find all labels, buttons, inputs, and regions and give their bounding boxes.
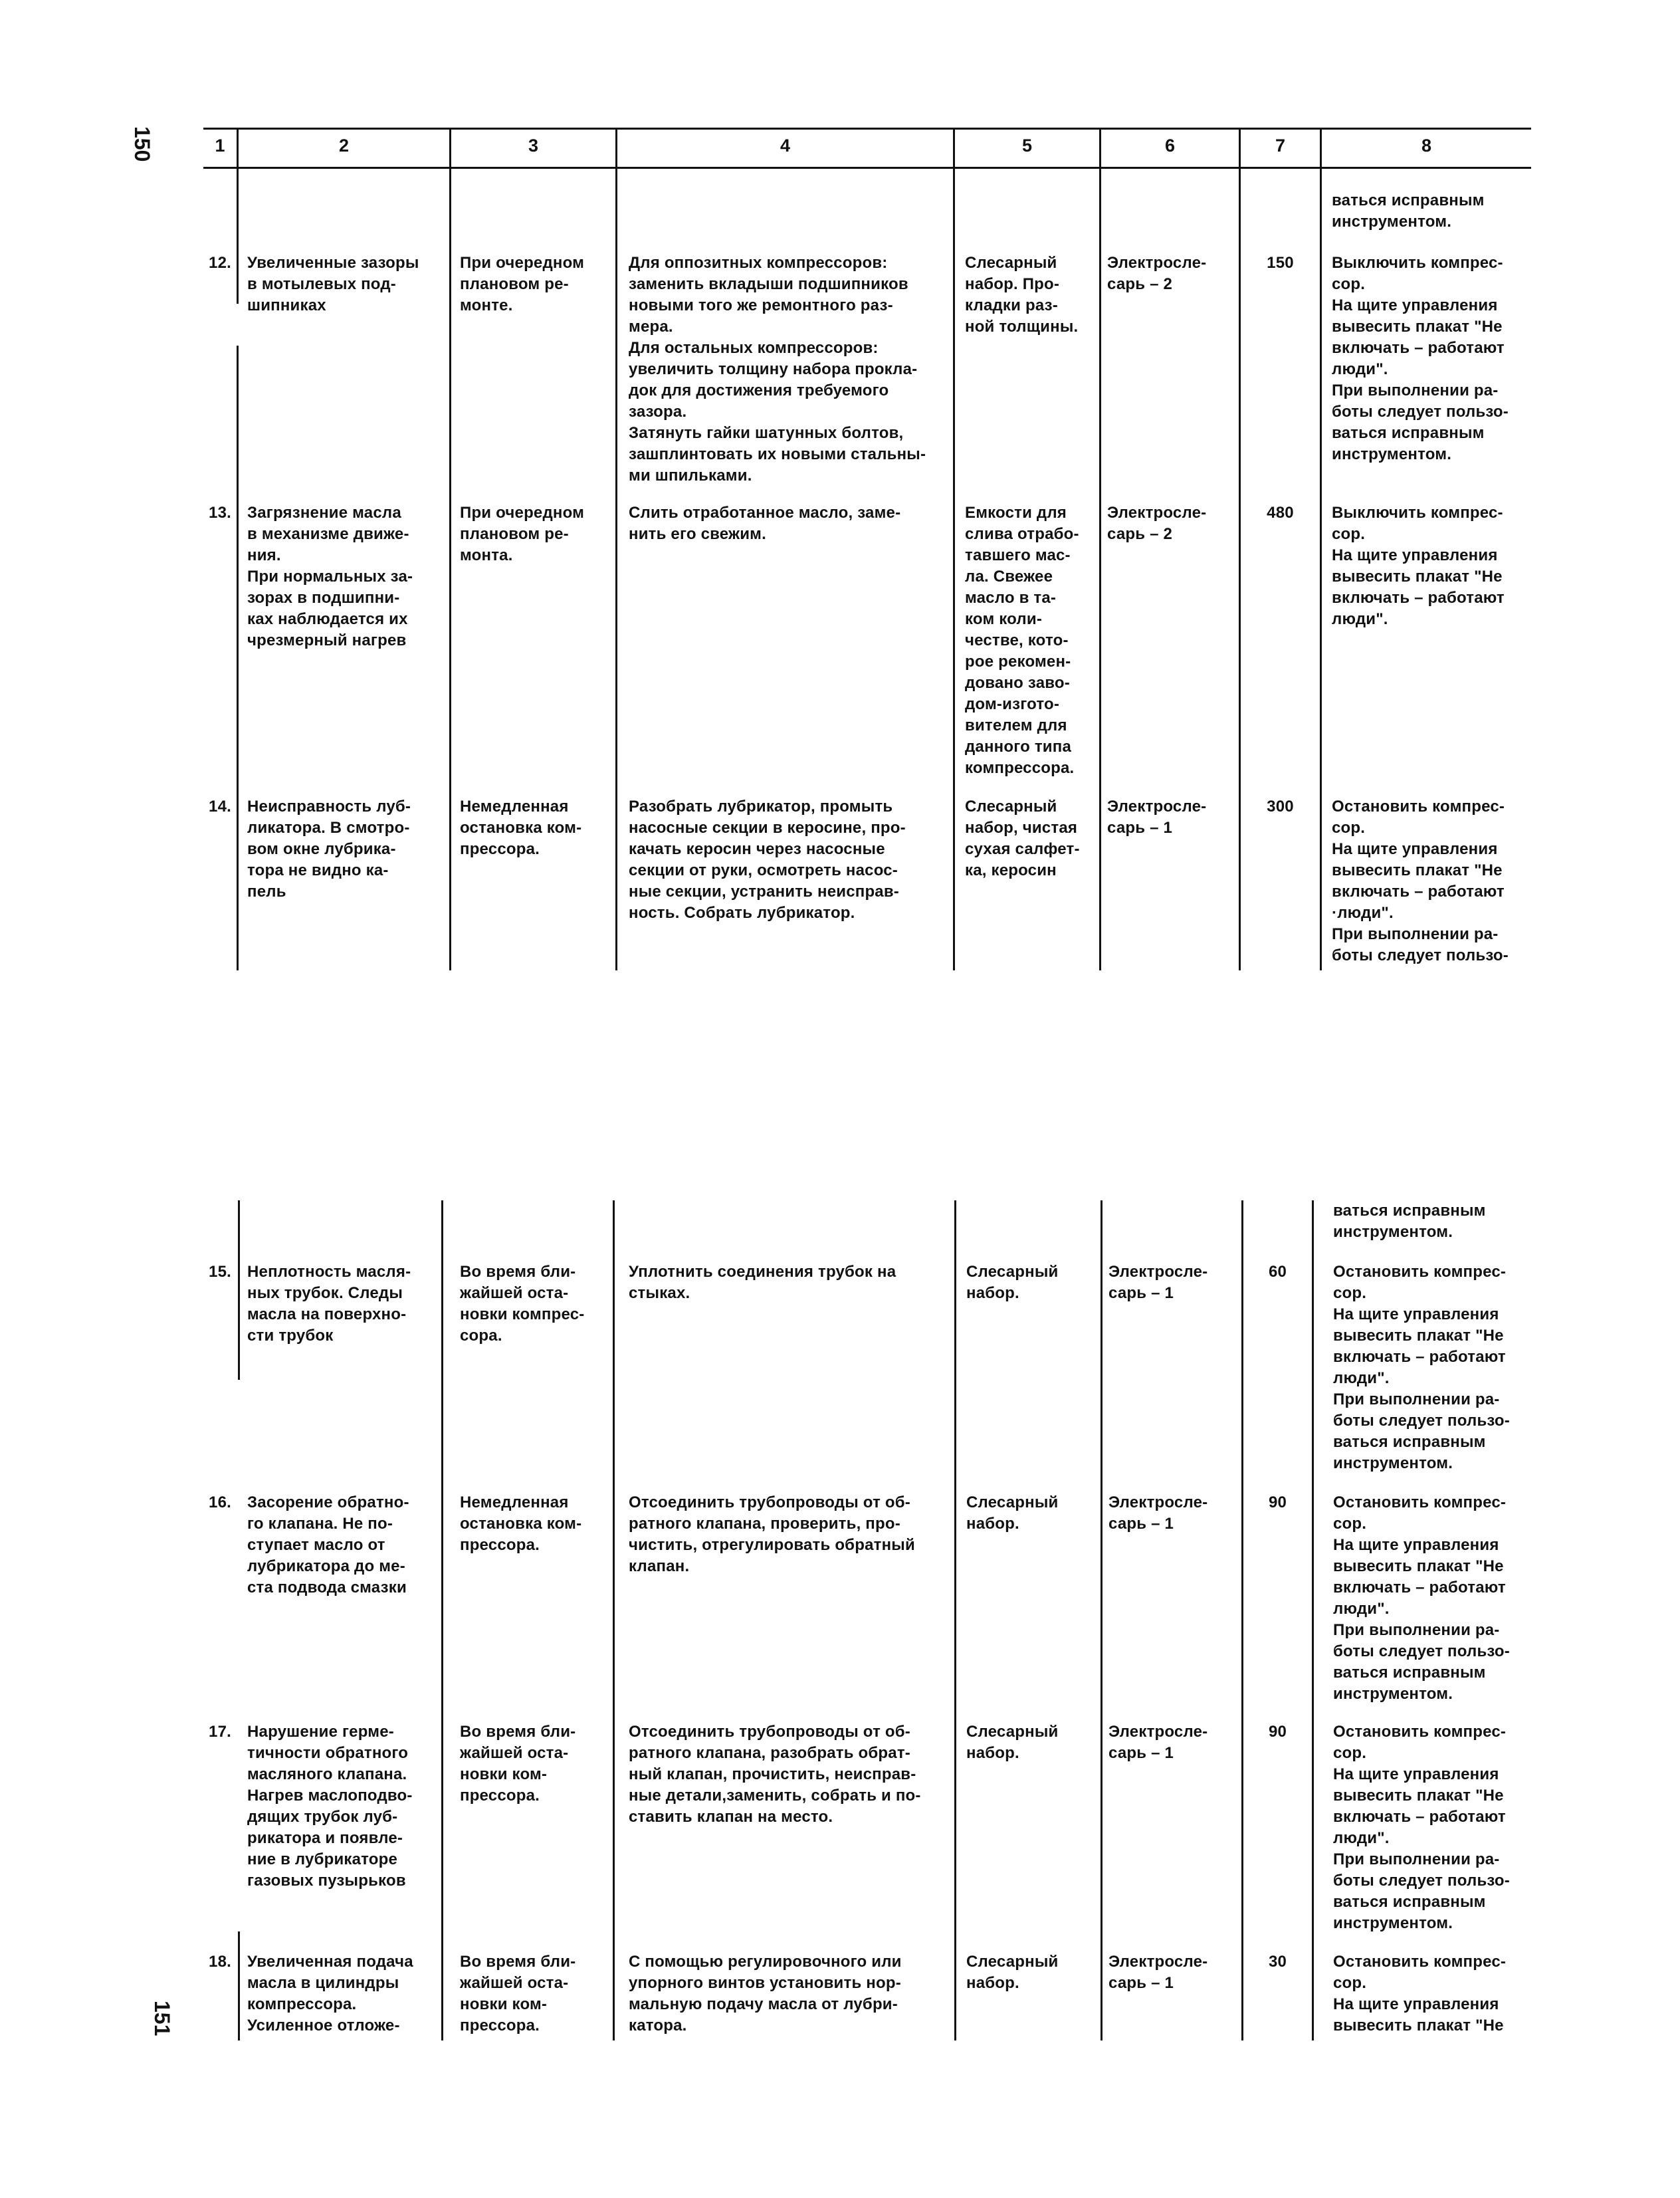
row-number: 12. xyxy=(209,254,231,272)
header-top-rule xyxy=(203,128,1531,130)
column-header-1: 1 xyxy=(215,136,225,156)
column-divider xyxy=(615,129,617,970)
timing-cell: Во время бли- жайшей оста- новки ком- прессора. xyxy=(460,1953,576,2034)
remedy-cell: Разобрать лубрикатор, промыть насосные секции в керосине, про- качать керосин через насосные секции от руки, осмотреть насос- ные секции, устранить неисправ- ность. Собрать лубрикатор. xyxy=(629,798,906,922)
row-number: 16. xyxy=(209,1493,231,1511)
staff-cell: Электросле- сарь – 1 xyxy=(1108,1263,1208,1302)
remedy-cell: С помощью регулировочного или упорного винтов установить нор- мальную подачу масла от лубри- катора. xyxy=(629,1953,902,2034)
column-header-7: 7 xyxy=(1275,136,1286,156)
row-number: 15. xyxy=(209,1263,231,1281)
staff-cell: Электросле- сарь – 1 xyxy=(1108,1723,1208,1762)
column-header-6: 6 xyxy=(1164,136,1176,156)
page-number-right: 151 xyxy=(150,2001,174,2036)
column-divider xyxy=(1101,1200,1102,2040)
staff-cell: Электросле- сарь – 1 xyxy=(1108,1493,1208,1533)
column-divider xyxy=(441,1200,443,2040)
labor-cell: 60 xyxy=(1268,1263,1287,1281)
column-divider xyxy=(953,129,955,970)
labor-cell: 90 xyxy=(1268,1493,1287,1511)
tools-cell: Слесарный набор. xyxy=(966,1953,1059,1992)
safety-cell: Остановить компрес- сор. На щите управления вывесить плакат "Не включать – работают люди". При выполнении ра- боты следует пользо- ваться исправным инструментом. xyxy=(1333,1493,1510,1703)
timing-cell: При очередном плановом ре- монте. xyxy=(460,254,585,314)
column-header-3: 3 xyxy=(528,136,539,156)
safety-cell: Остановить компрес- сор. На щите управления вывесить плакат "Не xyxy=(1333,1953,1507,2034)
header-bottom-rule xyxy=(203,167,1531,169)
malfunction-cell: Нарушение герме- тичности обратного масляного клапана. Нагрев маслоподво- дящих трубок луб- рикатора и появле- ние в лубрикаторе газовых пузырьков xyxy=(247,1723,413,1890)
column-divider xyxy=(1312,1200,1314,2040)
malfunction-cell: Загрязнение масла в механизме движе- ния. При нормальных за- зорах в подшипни- ках наблюдается их чрезмерный нагрев xyxy=(247,504,413,649)
safety-cell: Остановить компрес- сор. На щите управления вывесить плакат "Не включать – работают ·люди". При выполнении ра- боты следует пользо- xyxy=(1332,798,1509,964)
timing-cell: Во время бли- жайшей оста- новки ком- прессора. xyxy=(460,1723,576,1805)
timing-cell: Немедленная остановка ком- прессора. xyxy=(460,1493,582,1554)
carryover-text: ваться исправным инструментом. xyxy=(1332,191,1485,231)
column-header-8: 8 xyxy=(1421,136,1432,156)
remedy-cell: Отсоединить трубопроводы от об- ратного клапана, проверить, про- чистить, отрегулировать обратный клапан. xyxy=(629,1493,915,1575)
malfunction-cell: Увеличенные зазоры в мотылевых под- шипниках xyxy=(247,254,419,314)
safety-cell: Выключить компрес- сор. На щите управления вывесить плакат "Не включать – работают люди". xyxy=(1332,504,1505,628)
tools-cell: Емкости для слива отрабо- тавшего мас- ла. Свежее масло в та- ком коли- честве, кото- рое рекомен- довано заво- дом-изгото- вителем для данного типа компрессора. xyxy=(965,504,1079,777)
tools-cell: Слесарный набор. xyxy=(966,1723,1059,1762)
staff-cell: Электросле- сарь – 2 xyxy=(1107,254,1207,293)
malfunction-cell: Засорение обратно- го клапана. Не по- ступает масло от лубрикатора до ме- ста подвода смазки xyxy=(247,1493,409,1596)
safety-cell: Остановить компрес- сор. На щите управления вывесить плакат "Не включать – работают люди". При выполнении ра- боты следует пользо- ваться исправным инструментом. xyxy=(1333,1263,1510,1472)
column-divider xyxy=(238,1200,240,1380)
malfunction-cell: Увеличенная подача масла в цилиндры компрессора. Усиленное отложе- xyxy=(247,1953,413,2034)
timing-cell: Во время бли- жайшей оста- новки компрес- сора. xyxy=(460,1263,585,1345)
staff-cell: Электросле- сарь – 1 xyxy=(1108,1953,1208,1992)
remedy-cell: Уплотнить соединения трубок на стыках. xyxy=(629,1263,896,1302)
column-divider xyxy=(1099,129,1101,970)
page-number-left: 150 xyxy=(130,126,154,162)
column-divider xyxy=(1241,1200,1243,2040)
row-number: 13. xyxy=(209,504,231,522)
column-divider xyxy=(613,1200,615,2040)
column-divider xyxy=(237,346,239,970)
column-header-2: 2 xyxy=(338,136,350,156)
safety-cell: Выключить компрес- сор. На щите управления вывесить плакат "Не включать – работают люди". При выполнении ра- боты следует пользо- ваться исправным инструментом. xyxy=(1332,254,1509,463)
column-divider xyxy=(238,1931,240,2040)
labor-cell: 30 xyxy=(1268,1953,1287,1971)
staff-cell: Электросле- сарь – 1 xyxy=(1107,798,1207,837)
timing-cell: Немедленная остановка ком- прессора. xyxy=(460,798,582,858)
row-number: 14. xyxy=(209,798,231,816)
tools-cell: Слесарный набор, чистая сухая салфет- ка, керосин xyxy=(965,798,1080,879)
tools-cell: Слесарный набор. Про- кладки раз- ной толщины. xyxy=(965,254,1079,336)
column-header-4: 4 xyxy=(780,136,791,156)
remedy-cell: Отсоединить трубопроводы от об- ратного клапана, разобрать обрат- ный клапан, прочистить, неисправ- ные детали,заменить, собрать и по- ставить клапан на место. xyxy=(629,1723,921,1826)
column-divider xyxy=(1320,129,1322,970)
remedy-cell: Для оппозитных компрессоров: заменить вкладыши подшипников новыми того же ремонтного раз- мера. Для остальных компрессоров: увеличить толщину набора прокла- док для достижения требуемого зазора. Затянуть гайки шатунных болтов, зашплинтовать их новыми стальны- ми шпильками. xyxy=(629,254,926,485)
labor-cell: 300 xyxy=(1267,798,1294,816)
tools-cell: Слесарный набор. xyxy=(966,1263,1059,1302)
column-divider xyxy=(954,1200,956,2040)
row-number: 17. xyxy=(209,1723,231,1741)
timing-cell: При очередном плановом ре- монта. xyxy=(460,504,585,564)
carryover-text: ваться исправным инструментом. xyxy=(1333,1202,1486,1241)
labor-cell: 150 xyxy=(1267,254,1294,272)
malfunction-cell: Неплотность масля- ных трубок. Следы масла на поверхно- сти трубок xyxy=(247,1263,411,1345)
column-header-5: 5 xyxy=(1021,136,1033,156)
labor-cell: 480 xyxy=(1267,504,1294,522)
row-number: 18. xyxy=(209,1953,231,1971)
remedy-cell: Слить отработанное масло, заме- нить его свежим. xyxy=(629,504,901,543)
malfunction-cell: Неисправность луб- ликатора. В смотро- вом окне лубрика- тора не видно ка- пель xyxy=(247,798,411,901)
column-divider xyxy=(449,129,451,970)
staff-cell: Электросле- сарь – 2 xyxy=(1107,504,1207,543)
labor-cell: 90 xyxy=(1268,1723,1287,1741)
safety-cell: Остановить компрес- сор. На щите управления вывесить плакат "Не включать – работают люди". При выполнении ра- боты следует пользо- ваться исправным инструментом. xyxy=(1333,1723,1510,1932)
tools-cell: Слесарный набор. xyxy=(966,1493,1059,1533)
